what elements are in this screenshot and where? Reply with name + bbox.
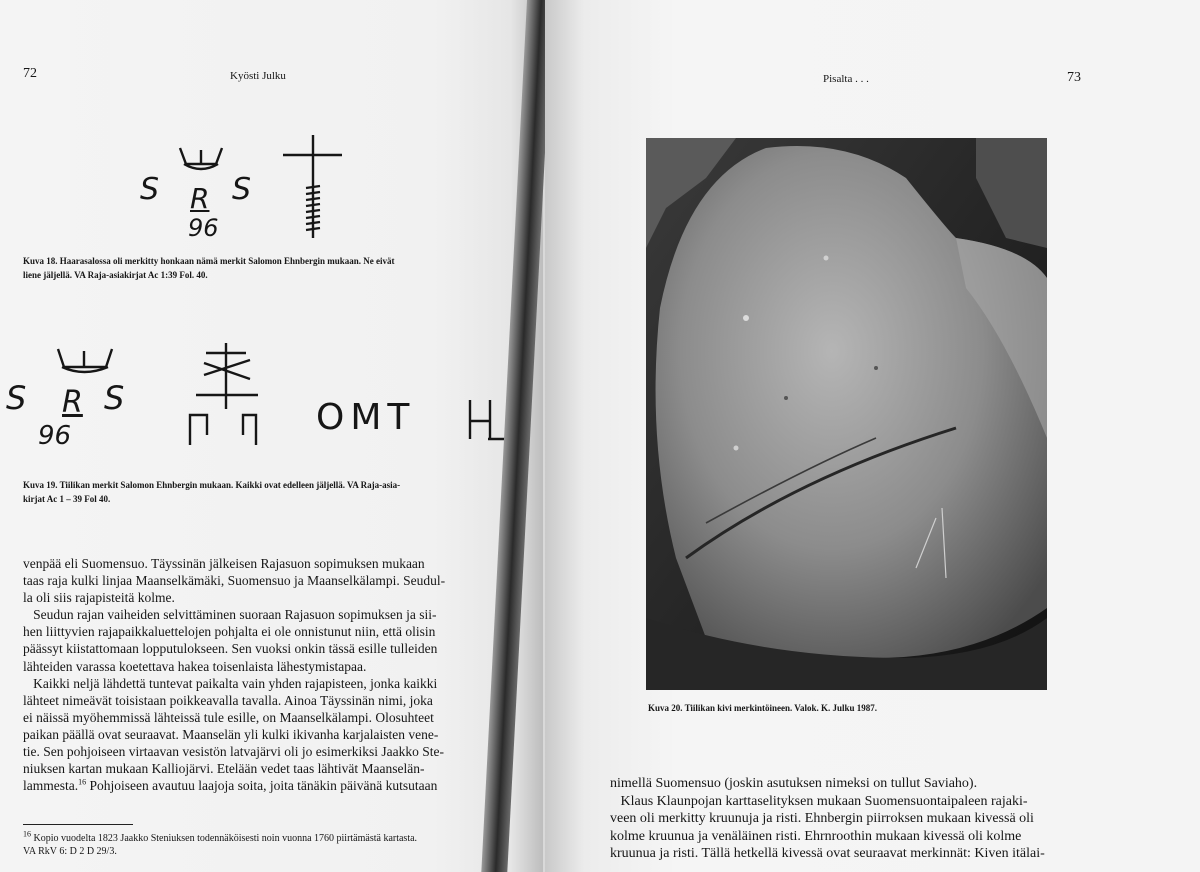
mark-letter-r: R <box>62 385 83 420</box>
text-line: nimellä Suomensuo (joskin asutuksen nimeksi on tullut Saviaho). <box>610 776 978 791</box>
text-segment: Pohjoiseen avautuu laajoja soita, joita tänäkin päivänä kutsutaan <box>86 778 438 794</box>
footnote-line <box>23 829 418 845</box>
text-line: kolme kruunua ja venäläinen risti. Ehrnroothin mukaan kivessä oli kolme <box>610 828 1022 844</box>
text-line: tie. Sen pohjoiseen virtaavan vesistön latvajärvi oli jo esimerkiksi Jaakko Ste- <box>23 744 445 760</box>
page-number: 73 <box>1067 70 1081 85</box>
footnote-line: VA RkV 6: D 2 D 29/3. <box>23 846 117 857</box>
mark-letter-s: S <box>232 172 252 207</box>
text-line: lähteiden varassa koetettava hakea toisenlaista lähestymistapaa. <box>23 658 367 674</box>
mark-letter-s: S <box>104 379 125 417</box>
running-head: Pisalta . . . <box>823 73 869 85</box>
footnote-divider <box>23 824 133 825</box>
mark-letter-s: S <box>6 379 27 417</box>
footnote <box>23 829 418 858</box>
text-line: hen liittyvien rajapaikkaluettelojen pohjalta ei ole onnistunut niin, että olisin <box>23 624 436 640</box>
mark-letter-s: S <box>140 172 160 207</box>
text-line: kruunua ja risti. Tällä hetkellä kivessä ovat seuraavat merkinnät: Kiven itälai- <box>610 846 1045 861</box>
figure-18-marks <box>130 130 400 250</box>
mark-year: 96 <box>188 214 219 242</box>
text-line: lähteet nimeävät toisistaan poikkeavalla tavalla. Ainoa Täyssinän nimi, joka <box>23 692 433 708</box>
text-line: la oli siis rajapisteitä kolme. <box>23 590 175 606</box>
text-line: veen oli merkitty kruunuja ja risti. Ehnbergin piirroksen mukaan kivessä oli <box>610 811 1034 826</box>
caption-line: Kuva 19. Tiilikan merkit Salomon Ehnbergin mukaan. Kaikki ovat edelleen jäljellä. VA Raja-asia- <box>23 480 401 490</box>
caption-line: Kuva 18. Haarasalossa oli merkitty honkaan nämä merkit Salomon Ehnbergin mukaan. Ne eivät <box>23 256 395 266</box>
mark-letter-r: R <box>190 182 210 215</box>
text-line: Klaus Klaunpojan karttaselityksen mukaan Suomensuontaipaleen rajaki- <box>610 793 1028 809</box>
caption-line: kirjat Ac 1 – 39 Fol 40. <box>23 494 111 504</box>
running-head: Kyösti Julku <box>230 70 286 82</box>
text-line: Seudun rajan vaiheiden selvittäminen suoraan Rajasuon sopimuksen ja sii- <box>23 607 437 623</box>
figure-20-photo <box>646 138 1047 690</box>
body-text <box>610 775 1045 863</box>
figure-19-marks <box>0 335 535 455</box>
right-page <box>545 0 1200 872</box>
page-number: 72 <box>23 66 37 81</box>
text-line: venpää eli Suomensuo. Täyssinän jälkeisen Rajasuon sopimuksen mukaan <box>23 556 425 571</box>
left-page <box>0 0 543 872</box>
figure-18-caption <box>23 254 395 282</box>
crown-icon <box>130 130 400 250</box>
figure-20-caption: Kuva 20. Tiilikan kivi merkintöineen. Valok. K. Julku 1987. <box>648 703 877 713</box>
text-line: taas raja kulki linjaa Maanselkämäki, Suomensuo ja Maanselkälampi. Seudul- <box>23 573 446 589</box>
rock-photo-image <box>646 138 1047 690</box>
footnote-text: Kopio vuodelta 1823 Jaakko Steniuksen todennäköisesti noin vuonna 1760 piirtämästä kartasta. <box>33 833 418 844</box>
text-line: ei näissä myöhemmissä lähteissä tule esille, on Maanselkälampi. Olosuhteet <box>23 709 434 725</box>
text-line: päässyt kiistattomaan lopputulokseen. Sen vuoksi onkin tässä esille tulleiden <box>23 641 438 657</box>
text-line: niuksen kartan mukaan Kalliojärvi. Etelään vedet taas lähtivät Maanselän- <box>23 761 425 777</box>
caption-line: liene jäljellä. VA Raja-asiakirjat Ac 1:39 Fol. 40. <box>23 270 208 280</box>
text-segment: lammesta. <box>23 778 79 794</box>
mark-omt: OMT <box>316 397 416 438</box>
text-line <box>23 777 445 794</box>
text-line: paikan päällä ovat seuraavat. Maanselän yli kulki ikivanha karjalaisten vene- <box>23 726 439 742</box>
mark-year: 96 <box>38 421 72 451</box>
figure-19-caption <box>23 478 400 506</box>
footnote-reference: 16 <box>78 777 87 787</box>
footnote-marker: 16 <box>23 829 31 839</box>
body-text <box>23 555 445 794</box>
text-line: Kaikki neljä lähdettä tuntevat paikalta vain yhden rajapisteen, jonka kaikki <box>23 675 438 691</box>
